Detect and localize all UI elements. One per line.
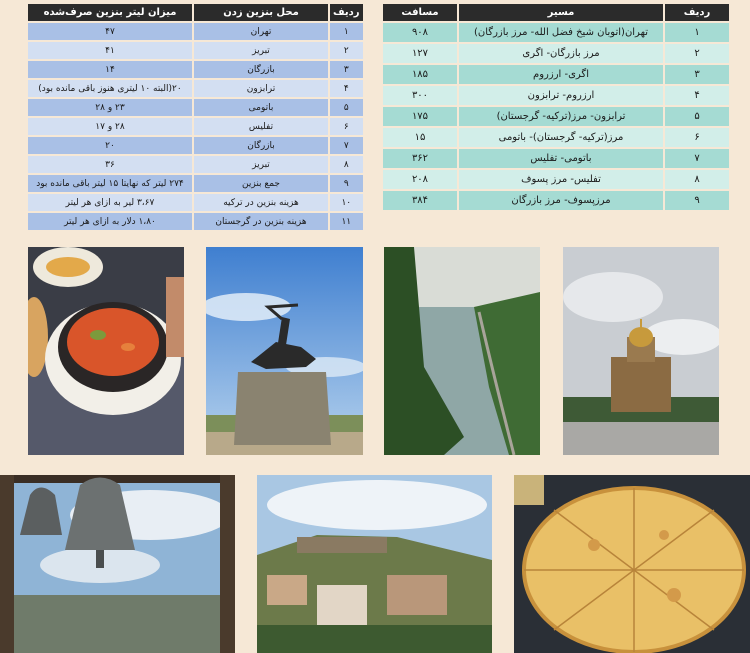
table-row bbox=[28, 213, 363, 230]
row-number-cell: ۴ bbox=[330, 80, 363, 97]
route-cell: تهران(اتوبان شیخ فضل الله- مرز بازرگان) bbox=[459, 23, 663, 42]
table-row bbox=[28, 156, 363, 173]
black-sea-coast-photo bbox=[384, 247, 540, 455]
row-number-cell: ۷ bbox=[330, 137, 363, 154]
row-number-cell: ۱ bbox=[330, 23, 363, 40]
route-cell: باتومی- تفلیس bbox=[459, 149, 663, 168]
header-distance: مسافت bbox=[383, 4, 457, 21]
table-row bbox=[28, 175, 363, 192]
row-number-cell: ۲ bbox=[330, 42, 363, 59]
distance-cell: ۱۷۵ bbox=[383, 107, 457, 126]
table-row bbox=[383, 44, 729, 63]
row-number-cell: ۳ bbox=[665, 65, 729, 84]
row-number-cell: ۴ bbox=[665, 86, 729, 105]
table-row bbox=[383, 65, 729, 84]
distance-cell: ۱۸۵ bbox=[383, 65, 457, 84]
table-row bbox=[28, 99, 363, 116]
fuel-amount-cell: ۱،۸۰ دلار به ازای هر لیتر bbox=[28, 213, 192, 230]
fuel-amount-cell: ۲۰ bbox=[28, 137, 192, 154]
fuel-place-cell: بازرگان bbox=[194, 137, 328, 154]
fuel-place-cell: هزینه بنزین در گرجستان bbox=[194, 213, 328, 230]
table-header-row bbox=[28, 4, 363, 21]
route-cell: مرز(ترکیه- گرجستان)- باتومی bbox=[459, 128, 663, 147]
row-number-cell: ۶ bbox=[330, 118, 363, 135]
table-row bbox=[28, 194, 363, 211]
distance-cell: ۱۲۷ bbox=[383, 44, 457, 63]
distance-cell: ۳۶۲ bbox=[383, 149, 457, 168]
table-row bbox=[28, 118, 363, 135]
food-stew-photo bbox=[28, 247, 184, 455]
fuel-amount-cell: ۲۷۴ لیتر که نهایتا ۱۵ لیتر باقی مانده بود bbox=[28, 175, 192, 192]
header-fuel-amount: میزان لیتر بنزین صرف‌شده bbox=[28, 4, 192, 21]
distance-cell: ۱۵ bbox=[383, 128, 457, 147]
row-number-cell: ۹ bbox=[330, 175, 363, 192]
table-row bbox=[383, 191, 729, 210]
route-cell: تفلیس- مرز پسوف bbox=[459, 170, 663, 189]
table-header-row bbox=[383, 4, 729, 21]
row-number-cell: ۸ bbox=[330, 156, 363, 173]
header-row-number: ردیف bbox=[665, 4, 729, 21]
row-number-cell: ۱۰ bbox=[330, 194, 363, 211]
header-fuel-place: محل بنزین زدن bbox=[194, 4, 328, 21]
fuel-place-cell: ترابزون bbox=[194, 80, 328, 97]
fuel-place-cell: تفلیس bbox=[194, 118, 328, 135]
row-number-cell: ۳ bbox=[330, 61, 363, 78]
table-row bbox=[28, 80, 363, 97]
fuel-amount-cell: ۳،۶۷ لیر به ازای هر لیتر bbox=[28, 194, 192, 211]
fuel-amount-cell: ۲۸ و ۱۷ bbox=[28, 118, 192, 135]
bell-tower-view-photo bbox=[0, 475, 235, 653]
table-row bbox=[28, 137, 363, 154]
equestrian-statue-photo bbox=[206, 247, 363, 455]
table-row bbox=[383, 107, 729, 126]
header-route: مسیر bbox=[459, 4, 663, 21]
row-number-cell: ۱۱ bbox=[330, 213, 363, 230]
cathedral-photo bbox=[563, 247, 719, 455]
table-row bbox=[383, 128, 729, 147]
route-distance-table bbox=[381, 2, 731, 212]
fuel-amount-cell: ۱۴ bbox=[28, 61, 192, 78]
fuel-amount-cell: ۳۶ bbox=[28, 156, 192, 173]
row-number-cell: ۲ bbox=[665, 44, 729, 63]
route-cell: مرز بازرگان- اگری bbox=[459, 44, 663, 63]
row-number-cell: ۷ bbox=[665, 149, 729, 168]
old-town-hill-photo bbox=[257, 475, 492, 653]
route-cell: اگری- ارزروم bbox=[459, 65, 663, 84]
fuel-place-cell: باتومی bbox=[194, 99, 328, 116]
fuel-amount-cell: ۲۳ و ۲۸ bbox=[28, 99, 192, 116]
fuel-place-cell: بازرگان bbox=[194, 61, 328, 78]
fuel-place-cell: تبریز bbox=[194, 42, 328, 59]
fuel-place-cell: تهران bbox=[194, 23, 328, 40]
distance-cell: ۲۰۸ bbox=[383, 170, 457, 189]
fuel-amount-cell: ۲۰(البته ۱۰ لیتری هنوز باقی مانده بود) bbox=[28, 80, 192, 97]
route-cell: ترابزون- مرز(ترکیه- گرجستان) bbox=[459, 107, 663, 126]
distance-cell: ۹۰۸ bbox=[383, 23, 457, 42]
row-number-cell: ۹ bbox=[665, 191, 729, 210]
table-row bbox=[28, 61, 363, 78]
route-cell: مرزپسوف- مرز بازرگان bbox=[459, 191, 663, 210]
row-number-cell: ۵ bbox=[665, 107, 729, 126]
row-number-cell: ۱ bbox=[665, 23, 729, 42]
table-row bbox=[383, 86, 729, 105]
fuel-consumption-table bbox=[26, 2, 365, 232]
distance-cell: ۳۸۴ bbox=[383, 191, 457, 210]
fuel-place-cell: تبریز bbox=[194, 156, 328, 173]
distance-cell: ۳۰۰ bbox=[383, 86, 457, 105]
header-row-number: ردیف bbox=[330, 4, 363, 21]
fuel-place-cell: هزینه بنزین در ترکیه bbox=[194, 194, 328, 211]
row-number-cell: ۵ bbox=[330, 99, 363, 116]
khachapuri-pizza-photo bbox=[514, 475, 750, 653]
fuel-amount-cell: ۴۱ bbox=[28, 42, 192, 59]
fuel-amount-cell: ۴۷ bbox=[28, 23, 192, 40]
table-row bbox=[28, 23, 363, 40]
row-number-cell: ۸ bbox=[665, 170, 729, 189]
table-row bbox=[383, 149, 729, 168]
table-row bbox=[383, 23, 729, 42]
table-row bbox=[28, 42, 363, 59]
table-row bbox=[383, 170, 729, 189]
fuel-place-cell: جمع بنزین bbox=[194, 175, 328, 192]
route-cell: ارزروم- ترابزون bbox=[459, 86, 663, 105]
row-number-cell: ۶ bbox=[665, 128, 729, 147]
